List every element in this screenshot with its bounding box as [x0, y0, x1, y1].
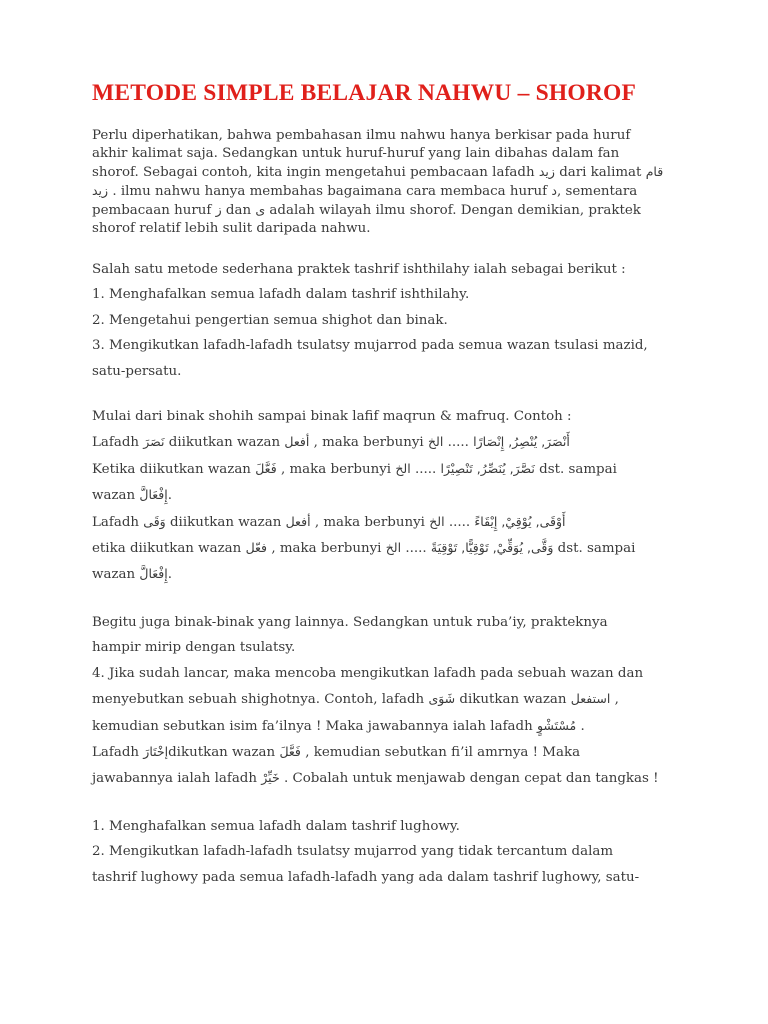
list-item: 2. Mengikutkan lafadh-lafadh tsulatsy mujarrod yang tidak tercantum dalam — [92, 844, 614, 860]
intro-line-6: shorof relatif lebih sulit daripada nahwu. — [92, 221, 371, 236]
further-line: kemudian sebutkan isim fa’ilnya ! Maka jawabannya ialah lafadh مُسْتَشْوٍ . — [92, 717, 585, 734]
arabic-text: الخ — [395, 460, 411, 476]
list-item: 1. Menghafalkan semua lafadh dalam tashrif ishthilahy. — [92, 287, 470, 303]
example-line: Lafadh نَصَرَ diikutkan wazan أفعل , maka berbunyi الخ ..... أَنْصَرَ, يُنْصِرُ, إِنْصَارًا — [92, 434, 570, 451]
list-item-continued: satu-persatu. — [92, 363, 182, 379]
arabic-text: استفعل — [570, 691, 611, 707]
arabic-text: وَقَى — [143, 513, 166, 529]
arabic-text: ز — [215, 202, 222, 217]
further-line: Begitu juga binak-binak yang lainnya. Sedangkan untuk ruba’iy, prakteknya — [92, 614, 608, 630]
example-line: Lafadh وَقَى diikutkan wazan أفعل , maka berbunyi الخ ..... أَوْقَى, يُوْقِيْ, إِيْقَاءً — [92, 513, 566, 530]
intro-line-1: Perlu diperhatikan, bahwa pembahasan ilmu nahwu hanya berkisar pada huruf — [92, 128, 631, 143]
example-line-continued: wazan إِفْعَالَّ. — [92, 487, 173, 504]
arabic-text: إِفْعَالَّ — [139, 566, 168, 582]
method-section — [92, 257, 682, 384]
arabic-text: خَيِّرْ — [261, 770, 280, 786]
arabic-text: وَقَّى, يُوَقِّيْ, تَوْقِيًّا, تَوْقِيَةً — [430, 540, 554, 556]
arabic-text: مُسْتَشْوٍ — [536, 717, 577, 733]
list-item: 4. Jika sudah lancar, maka mencoba mengikutkan lafadh pada sebuah wazan dan — [92, 665, 644, 681]
arabic-text: أَوْقَى, يُوْقِيْ, إِيْقَاءً — [474, 513, 566, 529]
arabic-text: أَنْصَرَ, يُنْصِرُ, إِنْصَارًا — [473, 434, 570, 450]
arabic-text: شَوَى — [428, 691, 456, 707]
arabic-text: إخْتَارَ — [143, 743, 169, 759]
further-line: jawabannya ialah lafadh خَيِّرْ . Cobalah untuk menjawab dengan cepat dan tangkas ! — [92, 770, 659, 787]
arabic-text: الخ — [385, 540, 402, 556]
page-title: METODE SIMPLE BELAJAR NAHWU – SHOROF — [92, 80, 637, 106]
examples-section — [92, 404, 682, 588]
list-item-continued: tashrif lughowy pada semua lafadh-lafadh yang ada dalam tashrif lughowy, satu- — [92, 869, 640, 885]
arabic-text: فَعَّلَ — [255, 460, 277, 476]
list-item: 3. Mengikutkan lafadh-lafadh tsulatsy mujarrod pada semua wazan tsulasi mazid, — [92, 338, 648, 354]
intro-paragraph — [92, 127, 682, 238]
arabic-text: الخ — [427, 434, 444, 450]
intro-line-2: akhir kalimat saja. Sedangkan untuk huruf-huruf yang lain dibahas dalam fan — [92, 146, 620, 161]
method-intro: Salah satu metode sederhana praktek tashrif ishthilahy ialah sebagai berikut : — [92, 262, 626, 277]
arabic-text: إِفْعَالَّ — [139, 487, 168, 503]
arabic-text: قام — [645, 164, 664, 179]
arabic-text: أفعل — [284, 434, 310, 450]
example-line: etika diikutkan wazan فعّل , maka berbunyi الخ ..... وَقَّى, يُوَقِّيْ, تَوْقِيًّا, تَوْقِيَةً dst. sampai — [92, 540, 636, 557]
intro-line-4: زيد . ilmu nahwu hanya membahas bagaimana cara membaca huruf د, sementara — [92, 183, 638, 199]
arabic-text: ى — [255, 202, 266, 217]
document-page — [92, 80, 682, 890]
intro-line-3: shorof. Sebagai contoh, kita ingin mengetahui pembacaan lafadh زيد dari kalimat قام — [92, 164, 664, 180]
example-line-continued: wazan إِفْعَالَّ. — [92, 566, 173, 583]
arabic-text: أفعل — [285, 513, 311, 529]
further-line: hampir mirip dengan tsulatsy. — [92, 640, 296, 656]
lughowy-section — [92, 814, 682, 890]
arabic-text: نَصَّرَ, يُنَصِّرُ, تَنْصِيْرًا — [440, 460, 535, 476]
arabic-text: زيد — [92, 183, 109, 198]
intro-line-5: pembacaan huruf ز dan ى adalah wilayah ilmu shorof. Dengan demikian, praktek — [92, 202, 641, 218]
arabic-text: زيد — [538, 164, 555, 179]
further-line: Lafadh إخْتَارَdikutkan wazan فَعَّلَ , kemudian sebutkan fi’il amrnya ! Maka — [92, 743, 581, 760]
arabic-text: فَعَّلَ — [279, 743, 301, 759]
further-section — [92, 610, 682, 792]
list-item: 2. Mengetahui pengertian semua shighot dan binak. — [92, 312, 448, 328]
list-item: 1. Menghafalkan semua lafadh dalam tashrif lughowy. — [92, 818, 460, 834]
examples-intro: Mulai dari binak shohih sampai binak lafif maqrun & mafruq. Contoh : — [92, 409, 572, 425]
arabic-text: الخ — [429, 513, 445, 529]
further-line: menyebutkan sebuah shighotnya. Contoh, lafadh شَوَى dikutkan wazan استفعل , — [92, 691, 619, 708]
arabic-text: فعّل — [245, 540, 268, 556]
arabic-text: نَصَرَ — [143, 434, 165, 450]
arabic-text: د — [551, 183, 557, 198]
example-line: Ketika diikutkan wazan فَعَّلَ , maka berbunyi الخ ..... نَصَّرَ, يُنَصِّرُ, تَنْصِيْرًا dst. sampai — [92, 460, 617, 477]
